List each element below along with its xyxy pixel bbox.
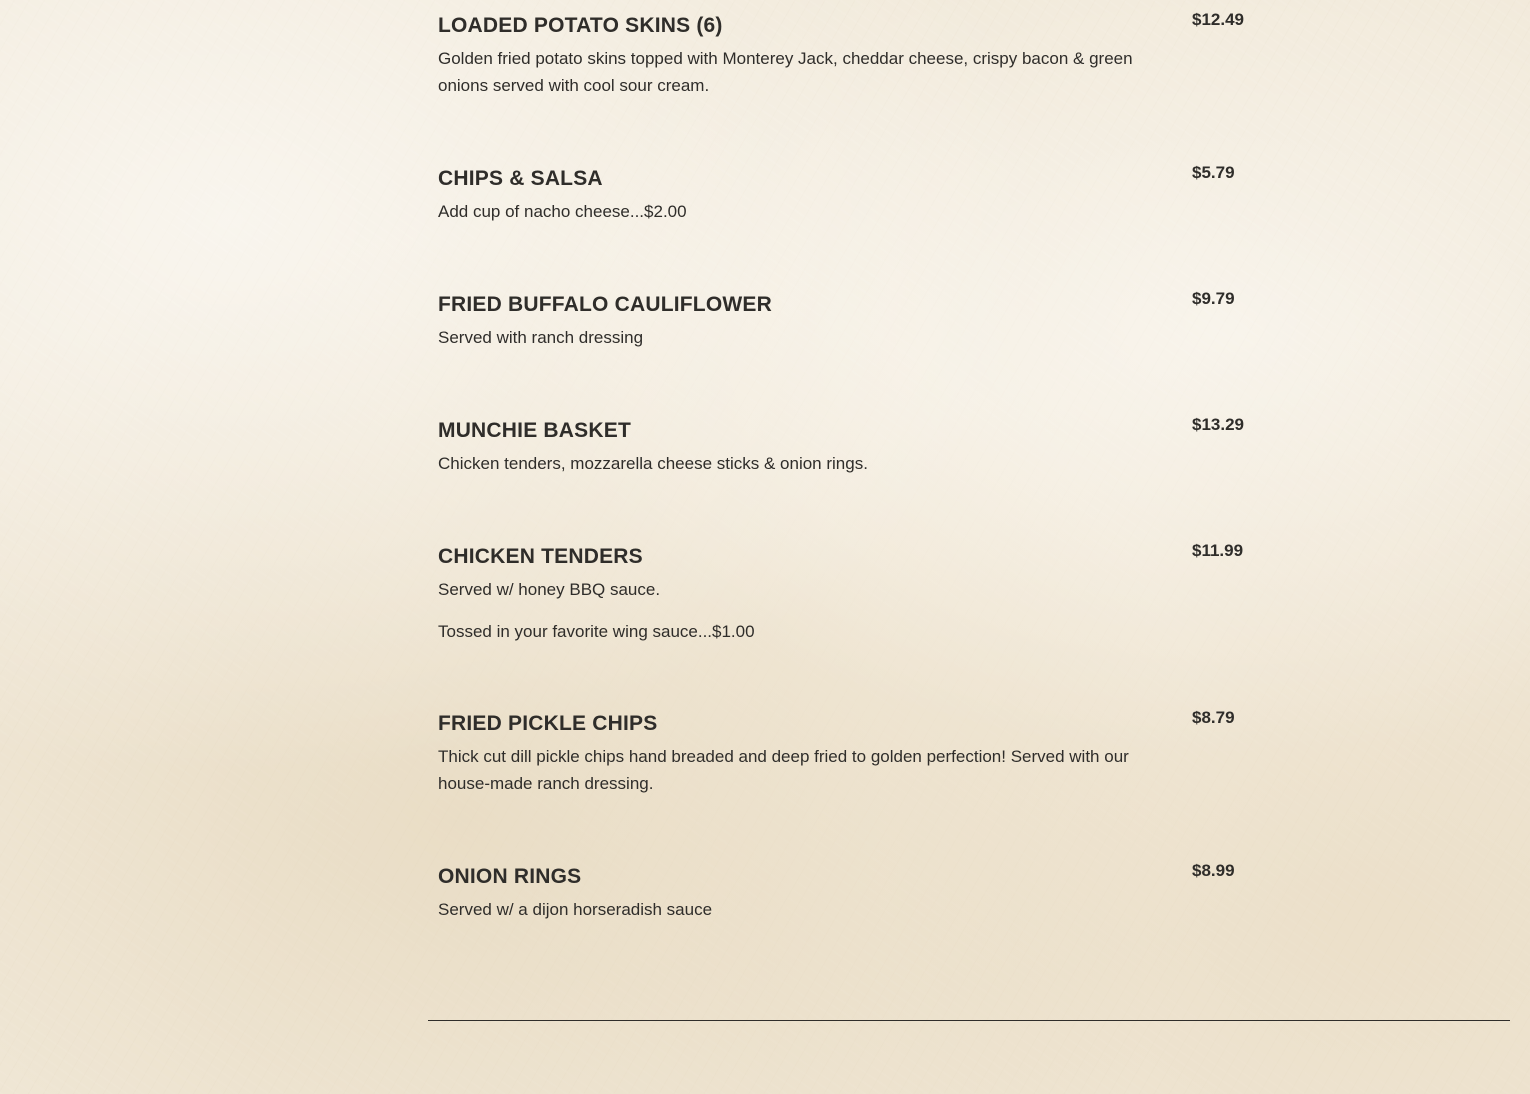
- item-description: Chicken tenders, mozzarella cheese sticks & onion rings.: [438, 454, 868, 473]
- item-description: Served w/ honey BBQ sauce.: [438, 580, 661, 599]
- section-divider: [428, 1020, 1510, 1021]
- item-name: FRIED PICKLE CHIPS: [438, 712, 658, 735]
- item-description: Served with ranch dressing: [438, 328, 644, 347]
- item-name: CHIPS & SALSA: [438, 167, 603, 190]
- item-price: $8.99: [1192, 861, 1235, 880]
- item-add-on: Tossed in your favorite wing sauce...$1.00: [438, 622, 755, 641]
- item-description: Thick cut dill pickle chips hand breaded and deep fried to golden perfection! Served with our house-made ranch dressing.: [438, 747, 1129, 793]
- item-description: Add cup of nacho cheese...$2.00: [438, 202, 687, 221]
- item-name: ONION RINGS: [438, 865, 582, 888]
- item-name: CHICKEN TENDERS: [438, 545, 643, 568]
- item-description: Served w/ a dijon horseradish sauce: [438, 900, 713, 919]
- item-price: $12.49: [1192, 10, 1244, 29]
- item-price: $5.79: [1192, 163, 1235, 182]
- item-name: MUNCHIE BASKET: [438, 419, 631, 442]
- item-description: Golden fried potato skins topped with Monterey Jack, cheddar cheese, crispy bacon & green onions served with cool sour cream.: [438, 49, 1133, 95]
- item-price: $11.99: [1192, 541, 1244, 560]
- item-name: LOADED POTATO SKINS (6): [438, 14, 723, 37]
- item-price: $8.79: [1192, 708, 1235, 727]
- item-price: $9.79: [1192, 289, 1235, 308]
- item-price: $13.29: [1192, 415, 1244, 434]
- item-name: FRIED BUFFALO CAULIFLOWER: [438, 293, 772, 316]
